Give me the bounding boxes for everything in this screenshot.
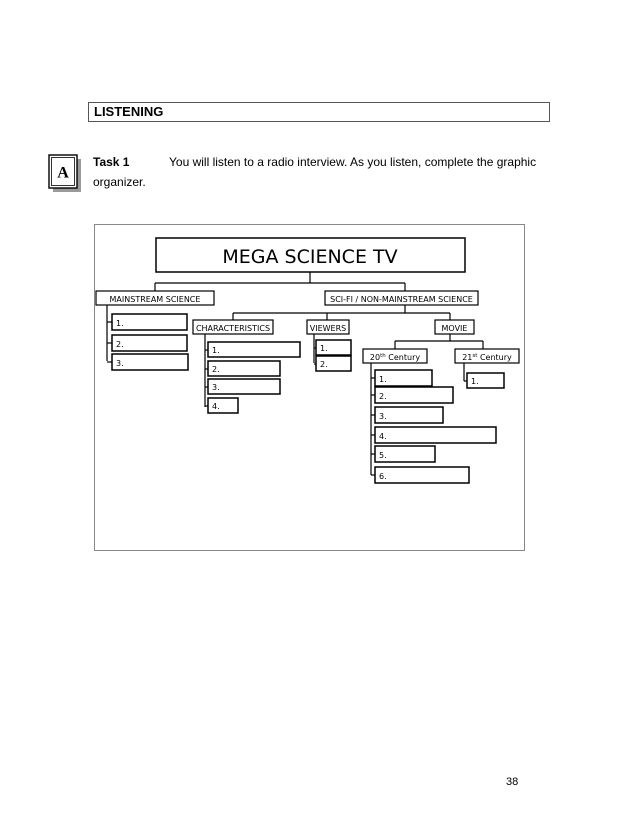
century-20th-item-2-box <box>375 387 453 403</box>
mainstream-science-label: MAINSTREAM SCIENCE <box>109 295 201 304</box>
section-header-listening: LISTENING <box>88 102 550 122</box>
viewer-item-2-label: 2. <box>320 360 328 369</box>
characteristic-item-4-label: 4. <box>212 402 220 411</box>
characteristics-label: CHARACTERISTICS <box>195 324 271 333</box>
mainstream-item-3-label: 3. <box>116 359 124 368</box>
century-20th-item-2-label: 2. <box>379 392 387 401</box>
viewer-item-1-label: 1. <box>320 344 328 353</box>
organizer-title: MEGA SCIENCE TV <box>222 246 398 268</box>
century-21st-label: 21st Century <box>462 353 512 362</box>
viewers-label: VIEWERS <box>309 324 347 333</box>
badge-letter: A <box>57 164 69 182</box>
century-20th-label: 20th Century <box>369 353 421 362</box>
organizer-diagram <box>95 225 526 552</box>
movie-label: MOVIE <box>441 324 468 333</box>
characteristic-item-1-box <box>208 342 300 357</box>
task-instruction-text: You will listen to a radio interview. As you listen, complete the graphic organizer. <box>93 155 537 189</box>
characteristic-item-2-label: 2. <box>212 365 220 374</box>
mainstream-item-2-label: 2. <box>116 340 124 349</box>
century-20th-item-4-label: 4. <box>379 432 387 441</box>
century-20th-item-4-box <box>375 427 496 443</box>
task-label: Task 1 <box>93 155 130 169</box>
characteristic-item-3-label: 3. <box>212 383 220 392</box>
century-21st-item-1-label: 1. <box>471 377 479 386</box>
century-20th-item-6-label: 6. <box>379 472 387 481</box>
mainstream-item-1-label: 1. <box>116 319 124 328</box>
letter-a-badge-icon <box>48 154 84 194</box>
graphic-organizer <box>94 224 525 551</box>
page-number: 38 <box>506 776 519 788</box>
century-20th-item-6-box <box>375 467 469 483</box>
century-20th-item-1-label: 1. <box>379 375 387 384</box>
century-20th-item-3-label: 3. <box>379 412 387 421</box>
century-20th-item-5-label: 5. <box>379 451 387 460</box>
task-instruction <box>93 152 543 192</box>
scifi-science-label: SCI-FI / NON-MAINSTREAM SCIENCE <box>330 295 473 304</box>
characteristic-item-1-label: 1. <box>212 346 220 355</box>
